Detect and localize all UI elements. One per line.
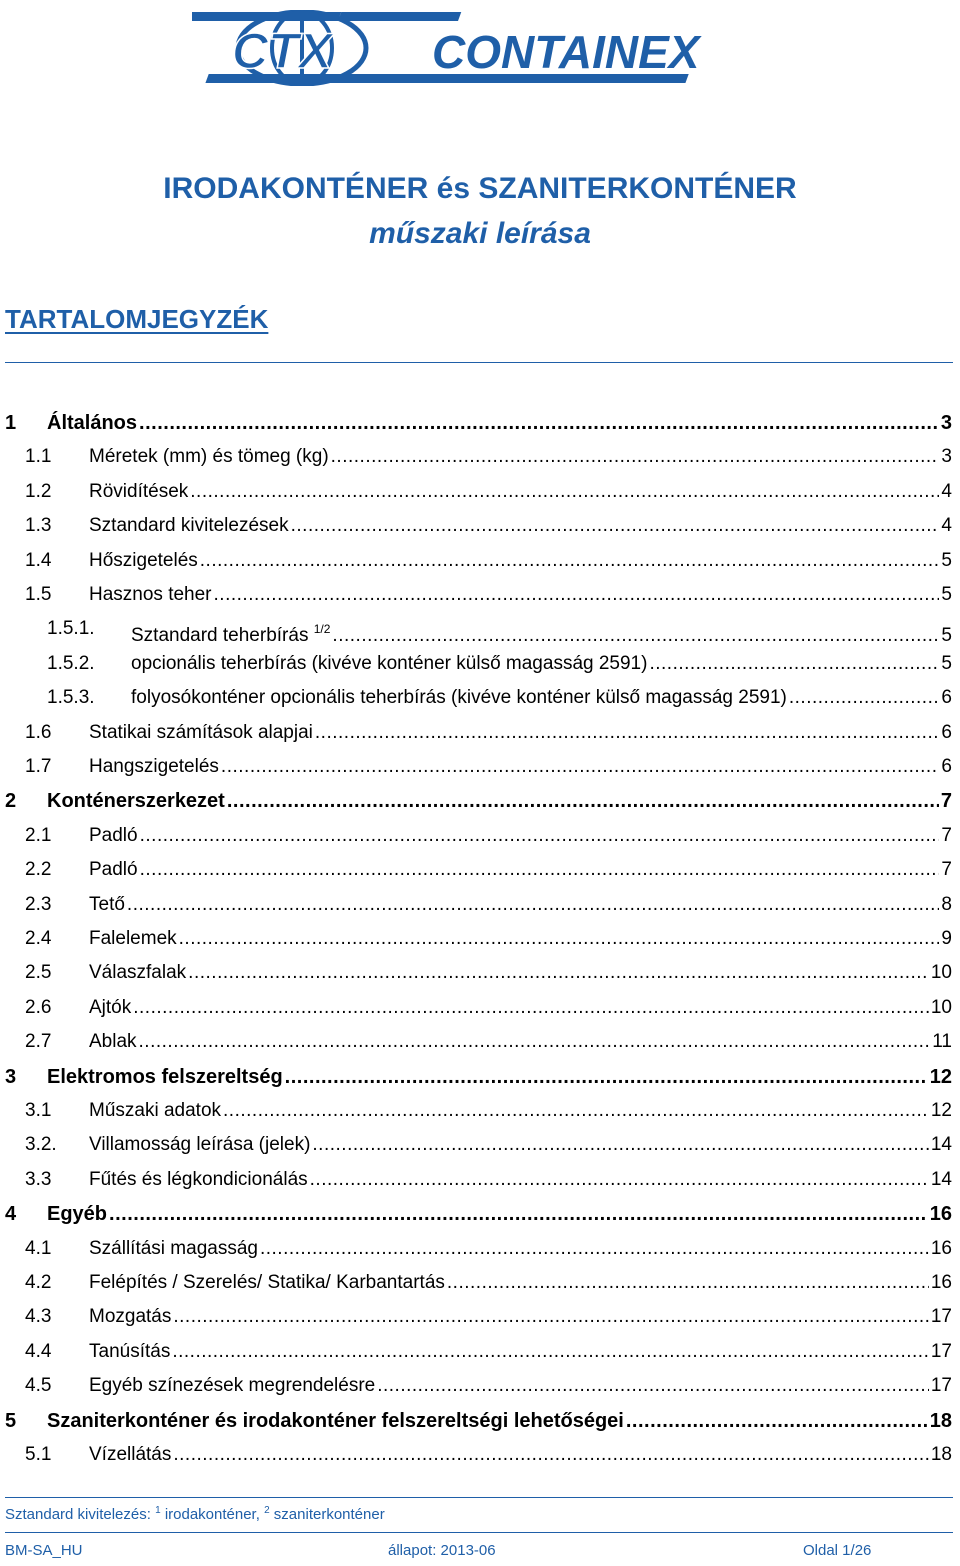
- toc-entry-label-text: Fűtés és légkondicionálás: [89, 1168, 308, 1190]
- toc-entry-page: 4: [941, 515, 952, 537]
- toc-entry-label: [47, 1200, 107, 1228]
- title-part-a: IRODAKONTÉNER: [163, 172, 429, 205]
- toc-entry[interactable]: [0, 1235, 960, 1263]
- toc-entry-page: 6: [941, 756, 952, 777]
- toc-entry-page: 7: [941, 824, 952, 846]
- toc-entry-page: 16: [930, 1272, 952, 1293]
- toc-entry-label: [89, 753, 219, 781]
- toc-entry-page: 7: [941, 859, 952, 881]
- toc-entry[interactable]: [0, 1097, 960, 1125]
- toc-leader-dots: [140, 856, 940, 884]
- toc-entry-label: [89, 822, 138, 850]
- toc-entry-page: 12: [929, 1065, 952, 1088]
- toc-entry-label: [47, 1407, 624, 1435]
- toc-entry-page: 9: [941, 928, 952, 949]
- toc-entry[interactable]: [0, 1063, 960, 1091]
- toc-entry-page: 11: [932, 1031, 952, 1053]
- toc-entry-page: 14: [930, 1134, 952, 1156]
- toc-entry-label: [89, 891, 125, 919]
- toc-entry-page: 4: [941, 480, 952, 502]
- toc-entry-page: 17: [930, 1375, 952, 1397]
- toc-entry-number: 2.4: [25, 928, 52, 949]
- toc-entry-number: 4.5: [25, 1375, 52, 1397]
- toc-entry-number: 1.5: [25, 584, 52, 605]
- toc-entry-number: 1.5.2.: [47, 652, 95, 674]
- toc-entry-number: 3.3: [25, 1168, 52, 1190]
- toc-entry-label-text: Hőszigetelés: [89, 549, 198, 571]
- toc-entry-number: 1.7: [25, 756, 52, 777]
- title-part-c: SZANITERKONTÉNER: [478, 172, 797, 205]
- toc-entry-label-text: Villamosság leírása (jelek): [89, 1134, 311, 1156]
- toc-entry[interactable]: [0, 650, 960, 678]
- toc-leader-dots: [127, 891, 940, 919]
- toc-leader-dots: [332, 622, 939, 650]
- toc-entry[interactable]: [0, 1200, 960, 1228]
- toc-leader-dots: [291, 512, 940, 540]
- toc-entry-label-text: Hangszigetelés: [89, 756, 219, 777]
- footer-status: állapot: 2013-06: [388, 1542, 496, 1559]
- toc-entry-label: [89, 1131, 310, 1159]
- toc-entry-number: 2.7: [25, 1031, 52, 1053]
- toc-entry[interactable]: [0, 959, 960, 987]
- toc-entry-label: [89, 959, 186, 987]
- toc-entry-number: 2.2: [25, 859, 52, 881]
- toc-entry-label: [89, 1372, 375, 1400]
- toc-entry-page: 10: [930, 962, 952, 984]
- toc-leader-dots: [133, 994, 929, 1022]
- toc-leader-dots: [188, 959, 929, 987]
- toc-entry[interactable]: [0, 512, 960, 540]
- toc-entry[interactable]: [0, 719, 960, 747]
- toc-leader-dots: [109, 1200, 928, 1228]
- toc-entry-number: 5: [5, 1409, 17, 1432]
- toc-entry-label-text: Mozgatás: [89, 1306, 172, 1328]
- footnote: [5, 1505, 385, 1523]
- toc-entry-number: 4.2: [25, 1272, 52, 1293]
- toc-leader-dots: [221, 753, 940, 781]
- toc-entry-page: 18: [930, 1444, 952, 1465]
- toc-entry-label: [89, 994, 131, 1022]
- logo-text-right: CONTAINEX: [432, 26, 700, 78]
- toc-leader-dots: [139, 1028, 931, 1056]
- toc-entry-label: [47, 787, 225, 815]
- toc-entry-page: 12: [930, 1100, 952, 1121]
- toc-entry[interactable]: [0, 615, 960, 647]
- footnote-prefix: Sztandard kivitelezés:: [5, 1506, 151, 1523]
- toc-entry-label: [131, 615, 330, 650]
- toc-entry-label-text: Konténerszerkezet: [47, 790, 225, 813]
- toc-entry-label-text: Ablak: [89, 1031, 137, 1053]
- toc-entry-label-text: Műszaki adatok: [89, 1100, 222, 1121]
- footer-page-number: Oldal 1/26: [803, 1542, 872, 1559]
- toc-entry-page: 3: [941, 446, 952, 468]
- toc-entry-label: [47, 409, 137, 437]
- toc-entry[interactable]: [0, 1131, 960, 1159]
- toc-entry-page: 5: [941, 549, 952, 571]
- toc-entry-page: 8: [941, 893, 952, 915]
- toc-entry-number: 2.3: [25, 893, 52, 915]
- toc-leader-dots: [200, 547, 940, 575]
- toc-entry-label-text: folyosókonténer opcionális teherbírás (kivéve konténer külső magasság 2591): [131, 687, 787, 709]
- document-title-line2: [0, 217, 960, 251]
- toc-entry-label-text: Szaniterkonténer és irodakonténer felszereltségi lehetőségei: [47, 1409, 624, 1432]
- toc-entry[interactable]: [0, 994, 960, 1022]
- toc-entry-number: 4.1: [25, 1237, 52, 1259]
- toc-entry-number: 2.1: [25, 824, 52, 846]
- toc-leader-dots: [190, 478, 939, 506]
- toc-entry[interactable]: [0, 1303, 960, 1331]
- toc-entry[interactable]: [0, 822, 960, 850]
- containex-logo: [192, 10, 767, 86]
- toc-entry-label-text: Méretek (mm) és tömeg (kg): [89, 446, 329, 468]
- toc-leader-dots: [260, 1235, 929, 1263]
- footnote-divider: [5, 1497, 953, 1498]
- toc-entry-number: 5.1: [25, 1444, 52, 1465]
- toc-entry-number: 3.1: [25, 1100, 52, 1121]
- toc-entry[interactable]: [0, 1407, 960, 1435]
- toc-entry[interactable]: [0, 478, 960, 506]
- toc-entry-page: 6: [941, 721, 952, 743]
- toc-entry[interactable]: [0, 1441, 960, 1469]
- footnote-sup2: 2: [264, 1505, 270, 1516]
- toc-entry-page: 18: [929, 1409, 952, 1432]
- toc-entry-label-text: Elektromos felszereltség: [47, 1065, 283, 1088]
- toc-entry-number: 4.4: [25, 1340, 52, 1362]
- toc-entry-number: 4: [5, 1203, 17, 1226]
- toc-leader-dots: [223, 1097, 929, 1125]
- toc-entry-label-text: Tanúsítás: [89, 1340, 171, 1362]
- toc-entry-label-text: Felépítés / Szerelés/ Statika/ Karbantartás: [89, 1272, 445, 1293]
- toc-entry[interactable]: [0, 684, 960, 712]
- toc-entry-page: 5: [941, 652, 952, 674]
- toc-leader-dots: [315, 719, 940, 747]
- toc-entry-label: [89, 1166, 308, 1194]
- toc-leader-dots: [139, 409, 939, 437]
- toc-leader-dots: [447, 1269, 929, 1297]
- toc-entry-number: 2: [5, 790, 17, 813]
- toc-entry-label-text: Általános: [47, 412, 138, 434]
- toc-entry-label-text: opcionális teherbírás (kivéve konténer külső magasság 2591): [131, 652, 648, 674]
- toc-entry-page: 5: [941, 584, 952, 605]
- toc-entry-label: [89, 1441, 171, 1469]
- toc-entry-label: [89, 581, 212, 609]
- toc-entry-superscript: 1/2: [313, 622, 331, 637]
- toc-entry[interactable]: [0, 856, 960, 884]
- toc-leader-dots: [331, 443, 940, 471]
- toc-entry-label-text: Sztandard kivitelezések: [89, 515, 289, 537]
- toc-entry-label-text: Válaszfalak: [89, 962, 187, 984]
- toc-entry-label: [89, 1235, 258, 1263]
- toc-entry-number: 1.6: [25, 721, 52, 743]
- toc-entry[interactable]: [0, 787, 960, 815]
- toc-entry[interactable]: [0, 1269, 960, 1297]
- toc-entry[interactable]: [0, 1166, 960, 1194]
- toc-entry-number: 1: [5, 412, 17, 434]
- footnote-sup1: 1: [155, 1505, 161, 1516]
- toc-entry-label-text: Hasznos teher: [89, 584, 212, 605]
- toc-entry-page: 16: [930, 1237, 952, 1259]
- toc-entry-number: 1.1: [25, 446, 52, 468]
- toc-entry-number: 4.3: [25, 1306, 52, 1328]
- toc-entry[interactable]: [0, 1028, 960, 1056]
- toc-entry-number: 1.5.1.: [47, 618, 95, 640]
- toc-leader-dots: [140, 822, 940, 850]
- toc-entry-number: 2.5: [25, 962, 52, 984]
- toc-entry-label-text: Egyéb: [47, 1203, 108, 1226]
- toc-entry-page: 5: [941, 625, 952, 647]
- toc-entry-label: [89, 1028, 137, 1056]
- toc-divider: [5, 362, 953, 363]
- toc-entry[interactable]: [0, 891, 960, 919]
- toc-entry-number: 1.2: [25, 480, 52, 502]
- toc-leader-dots: [377, 1372, 929, 1400]
- toc-entry-label-text: Vízellátás: [89, 1444, 172, 1465]
- toc-leader-dots: [312, 1131, 928, 1159]
- logo-text-left: CTX: [232, 23, 332, 79]
- toc-heading: TARTALOMJEGYZÉK: [5, 304, 269, 334]
- toc-entry-page: 17: [930, 1306, 952, 1328]
- toc-entry-label-text: Padló: [89, 859, 138, 881]
- toc-entry-page: 17: [930, 1340, 952, 1362]
- toc-entry-label: [89, 719, 313, 747]
- toc-entry-number: 2.6: [25, 996, 52, 1018]
- toc-entry-label: [89, 856, 138, 884]
- toc-leader-dots: [649, 650, 939, 678]
- toc-entry-label-text: Ajtók: [89, 996, 132, 1018]
- toc-entry[interactable]: [0, 1372, 960, 1400]
- toc-entry-number: 1.5.3.: [47, 687, 95, 709]
- toc-entry-label-text: Padló: [89, 824, 138, 846]
- toc-leader-dots: [172, 1338, 929, 1366]
- toc-entry-page: 6: [941, 687, 952, 709]
- toc-entry-label-text: Sztandard teherbírás: [131, 625, 309, 647]
- toc-entry-label: [89, 478, 188, 506]
- toc-entry-label: [131, 650, 647, 678]
- toc-entry-page: 14: [930, 1168, 952, 1190]
- title-line2-text: műszaki leírása: [369, 217, 591, 250]
- toc-leader-dots: [214, 581, 940, 609]
- toc-entry-number: 3: [5, 1065, 17, 1088]
- toc-entry-label: [47, 1063, 283, 1091]
- toc-entry-label-text: Tető: [89, 893, 125, 915]
- toc-entry-label: [89, 547, 198, 575]
- footnote-text2: szaniterkonténer: [273, 1506, 385, 1523]
- toc-leader-dots: [789, 684, 940, 712]
- toc-entry[interactable]: [0, 925, 960, 953]
- toc-entry[interactable]: [0, 409, 960, 437]
- footer-divider: [5, 1532, 953, 1533]
- toc-leader-dots: [626, 1407, 928, 1435]
- toc-entry-label: [89, 1097, 221, 1125]
- toc-entry-label-text: Szállítási magasság: [89, 1237, 258, 1259]
- toc-entry-label: [89, 512, 289, 540]
- document-title-line1: [0, 172, 960, 206]
- footer-doc-id: BM-SA_HU: [5, 1542, 83, 1559]
- toc-leader-dots: [310, 1166, 929, 1194]
- toc-entry[interactable]: [0, 753, 960, 781]
- toc-entry-page: 10: [930, 996, 952, 1018]
- toc-leader-dots: [173, 1303, 928, 1331]
- toc-leader-dots: [227, 787, 939, 815]
- toc-entry-number: 1.4: [25, 549, 52, 571]
- toc-entry-label: [89, 443, 329, 471]
- footnote-text1: irodakonténer,: [164, 1506, 260, 1523]
- toc-entry-label: [89, 1303, 171, 1331]
- toc-entry-label-text: Statikai számítások alapjai: [89, 721, 313, 743]
- toc-leader-dots: [285, 1063, 928, 1091]
- toc-entry-page: 7: [940, 790, 952, 813]
- toc-entry-page: 16: [929, 1203, 952, 1226]
- toc-entry-label: [131, 684, 787, 712]
- title-part-b: és: [436, 172, 471, 205]
- toc-entry-label-text: Falelemek: [89, 928, 177, 949]
- toc-entry-number: 3.2.: [25, 1134, 57, 1156]
- toc-leader-dots: [179, 925, 940, 953]
- toc-entry[interactable]: [0, 547, 960, 575]
- toc-entry-label-text: Egyéb színezések megrendelésre: [89, 1375, 376, 1397]
- toc-entry-label: [89, 1269, 445, 1297]
- toc-entry-label: [89, 925, 177, 953]
- toc-leader-dots: [173, 1441, 928, 1469]
- toc-entry-label: [89, 1338, 170, 1366]
- toc-entry[interactable]: [0, 581, 960, 609]
- toc-entry-number: 1.3: [25, 515, 52, 537]
- toc-entry-page: 3: [940, 412, 952, 434]
- toc-entry-label-text: Rövidítések: [89, 480, 189, 502]
- toc-entry[interactable]: [0, 443, 960, 471]
- toc-entry[interactable]: [0, 1338, 960, 1366]
